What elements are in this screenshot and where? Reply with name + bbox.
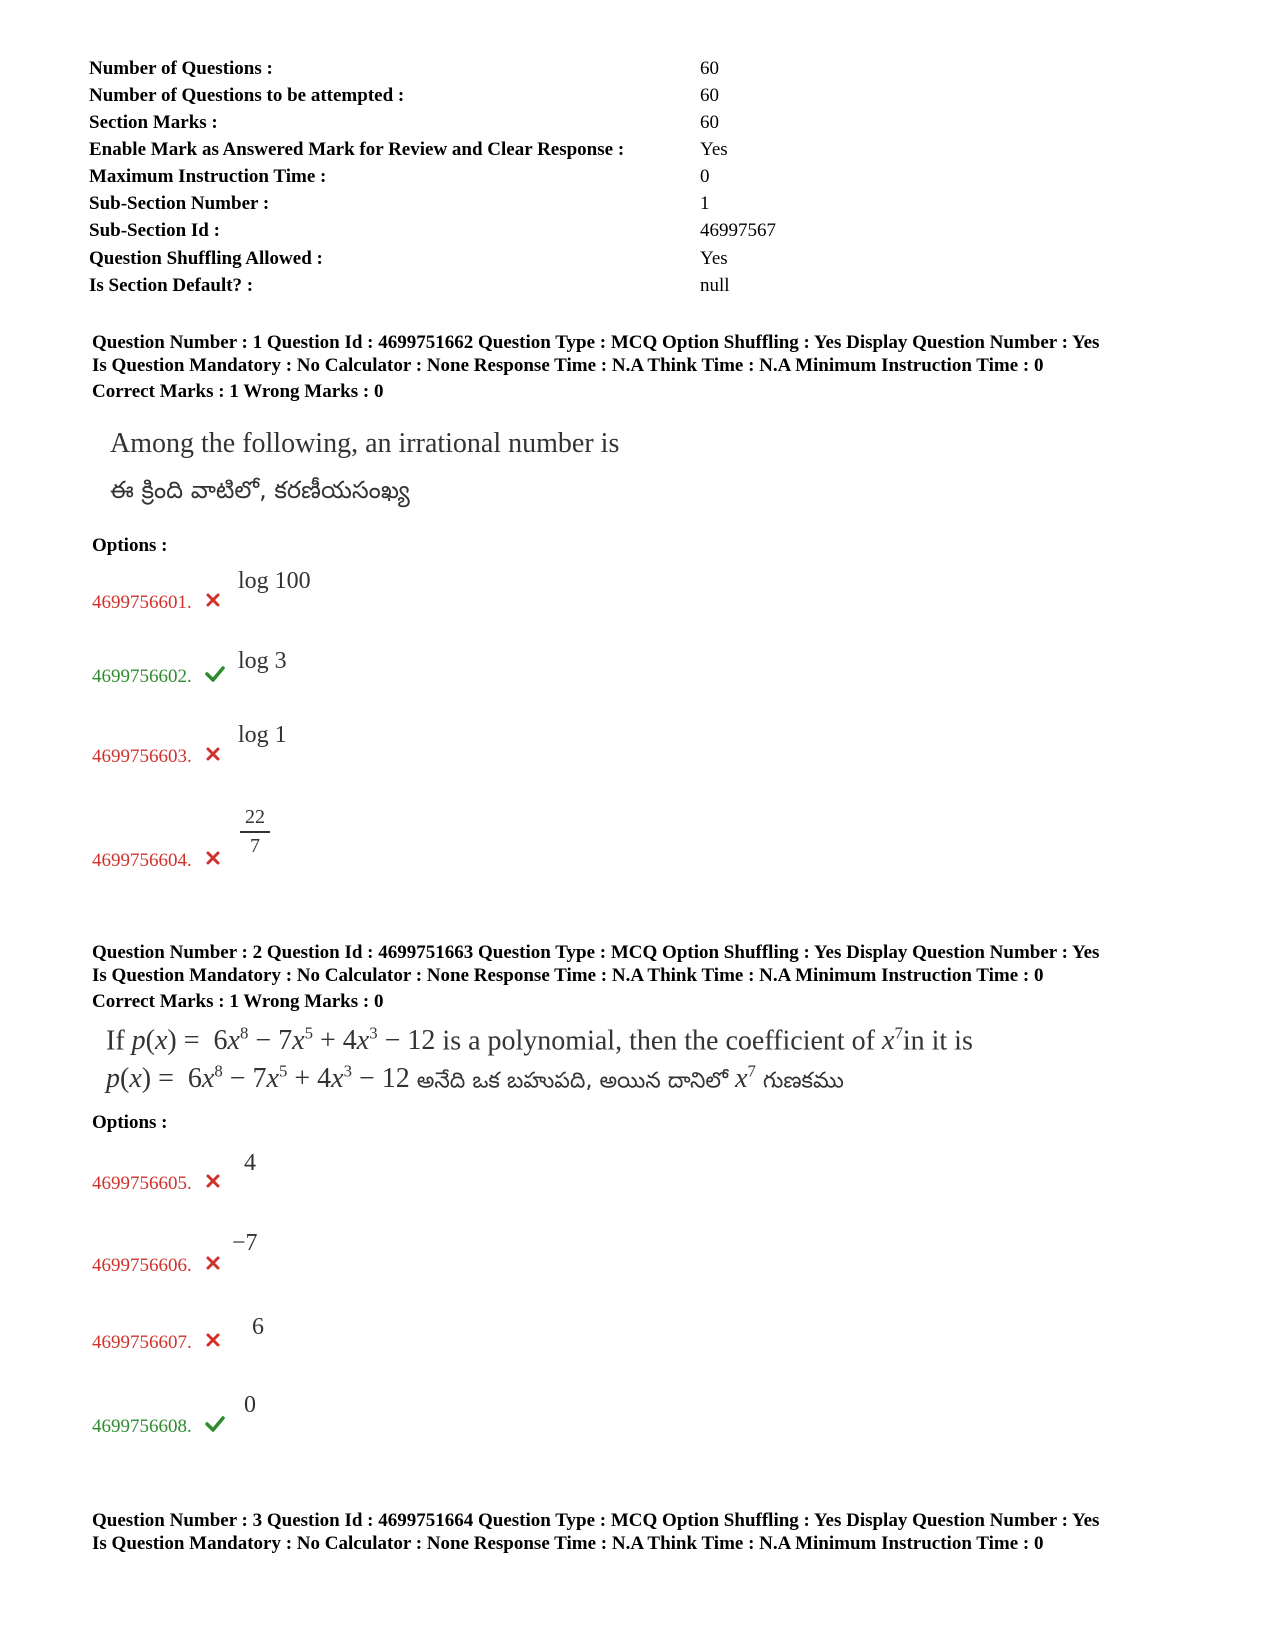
x7-term-telugu: $x^7$ (735, 1062, 756, 1095)
cross-icon (205, 850, 221, 866)
question-1-header-line1: Question Number : 1 Question Id : 4699751662 Question Type : MCQ Option Shuffling : Yes Display Question Number : Yes (92, 332, 1100, 353)
question-2-header-line1: Question Number : 2 Question Id : 4699751663 Question Type : MCQ Option Shuffling : Yes Display Question Number : Yes (92, 942, 1100, 963)
question-2-telugu-words: అనేది ఒక బహుపది, అయిన దానిలో (416, 1068, 729, 1094)
fraction-denominator: 7 (250, 835, 260, 857)
fraction-numerator: 22 (245, 806, 265, 828)
option-4699756605-value[interactable]: 4 (244, 1150, 256, 1176)
check-icon (205, 666, 225, 682)
question-2-text-end: in it is (902, 1025, 973, 1057)
question-2-options-label: Options : (92, 1112, 168, 1133)
cross-icon (205, 1173, 221, 1189)
question-1-marks: Correct Marks : 1 Wrong Marks : 0 (92, 381, 384, 402)
option-4699756606-id: 4699756606. (92, 1255, 192, 1276)
section-value-enable-mark: Yes (700, 139, 728, 160)
section-value-marks: 60 (700, 112, 719, 133)
question-1-options-label: Options : (92, 535, 168, 556)
question-1-header-line2: Is Question Mandatory : No Calculator : None Response Time : N.A Think Time : N.A Minimum Instruction Time : 0 (92, 355, 1044, 376)
question-2-telugu-end: గుణకము (762, 1068, 844, 1094)
section-label-instruction-time: Maximum Instruction Time : (89, 166, 327, 187)
section-label-subsection-number: Sub-Section Number : (89, 193, 270, 214)
section-value-subsection-id: 46997567 (700, 220, 776, 241)
cross-icon (205, 1255, 221, 1271)
section-value-subsection-number: 1 (700, 193, 710, 214)
option-4699756601-id: 4699756601. (92, 592, 192, 613)
question-3-header-line1: Question Number : 3 Question Id : 4699751664 Question Type : MCQ Option Shuffling : Yes Display Question Number : Yes (92, 1510, 1100, 1531)
section-label-attempted: Number of Questions to be attempted : (89, 85, 405, 106)
x7-term: $x^7$ (882, 1024, 903, 1057)
question-1-text-telugu: ఈ క్రింది వాటిలో, కరణీయసంఖ్య (110, 476, 410, 504)
question-1-text-english: Among the following, an irrational number is (110, 428, 620, 459)
option-4699756608-value[interactable]: 0 (244, 1392, 256, 1418)
section-label-subsection-id: Sub-Section Id : (89, 220, 220, 241)
question-2-text-middle: is a polynomial, then the coefficient of (442, 1025, 875, 1057)
section-label-enable-mark: Enable Mark as Answered Mark for Review and Clear Response : (89, 139, 625, 160)
question-2-text-telugu (106, 1062, 844, 1098)
cross-icon (205, 592, 221, 608)
option-4699756603-value[interactable]: log 1 (238, 722, 287, 748)
polynomial-expression: $p(x) = 6x^8 - 7x^5 + 4x^3 - 12$ (131, 1024, 436, 1057)
option-4699756602-value[interactable]: log 3 (238, 648, 287, 674)
cross-icon (205, 1332, 221, 1348)
option-4699756604-id: 4699756604. (92, 850, 192, 871)
section-label-questions: Number of Questions : (89, 58, 273, 79)
option-4699756603-id: 4699756603. (92, 746, 192, 767)
check-icon (205, 1416, 225, 1432)
option-4699756601-value[interactable]: log 100 (238, 568, 311, 594)
question-2-header-line2: Is Question Mandatory : No Calculator : None Response Time : N.A Think Time : N.A Minimum Instruction Time : 0 (92, 965, 1044, 986)
section-value-shuffling: Yes (700, 248, 728, 269)
section-value-default: null (700, 275, 730, 296)
option-4699756605-id: 4699756605. (92, 1173, 192, 1194)
section-label-shuffling: Question Shuffling Allowed : (89, 248, 323, 269)
section-value-questions: 60 (700, 58, 719, 79)
section-label-marks: Section Marks : (89, 112, 218, 133)
question-2-text-english (106, 1024, 973, 1057)
option-4699756608-id: 4699756608. (92, 1416, 192, 1437)
option-4699756606-value[interactable]: −7 (232, 1230, 258, 1256)
option-4699756602-id: 4699756602. (92, 666, 192, 687)
question-3-header-line2: Is Question Mandatory : No Calculator : None Response Time : N.A Think Time : N.A Minimum Instruction Time : 0 (92, 1533, 1044, 1554)
option-4699756607-value[interactable]: 6 (252, 1314, 264, 1340)
question-2-marks: Correct Marks : 1 Wrong Marks : 0 (92, 991, 384, 1012)
section-label-default: Is Section Default? : (89, 275, 254, 296)
option-4699756607-id: 4699756607. (92, 1332, 192, 1353)
fraction-bar (240, 831, 270, 833)
question-2-text-prefix: If (106, 1025, 125, 1057)
section-value-instruction-time: 0 (700, 166, 710, 187)
section-value-attempted: 60 (700, 85, 719, 106)
polynomial-expression-telugu: $p(x) = 6x^8 - 7x^5 + 4x^3 - 12$ (106, 1062, 410, 1095)
option-4699756604-value[interactable] (240, 806, 270, 858)
cross-icon (205, 746, 221, 762)
